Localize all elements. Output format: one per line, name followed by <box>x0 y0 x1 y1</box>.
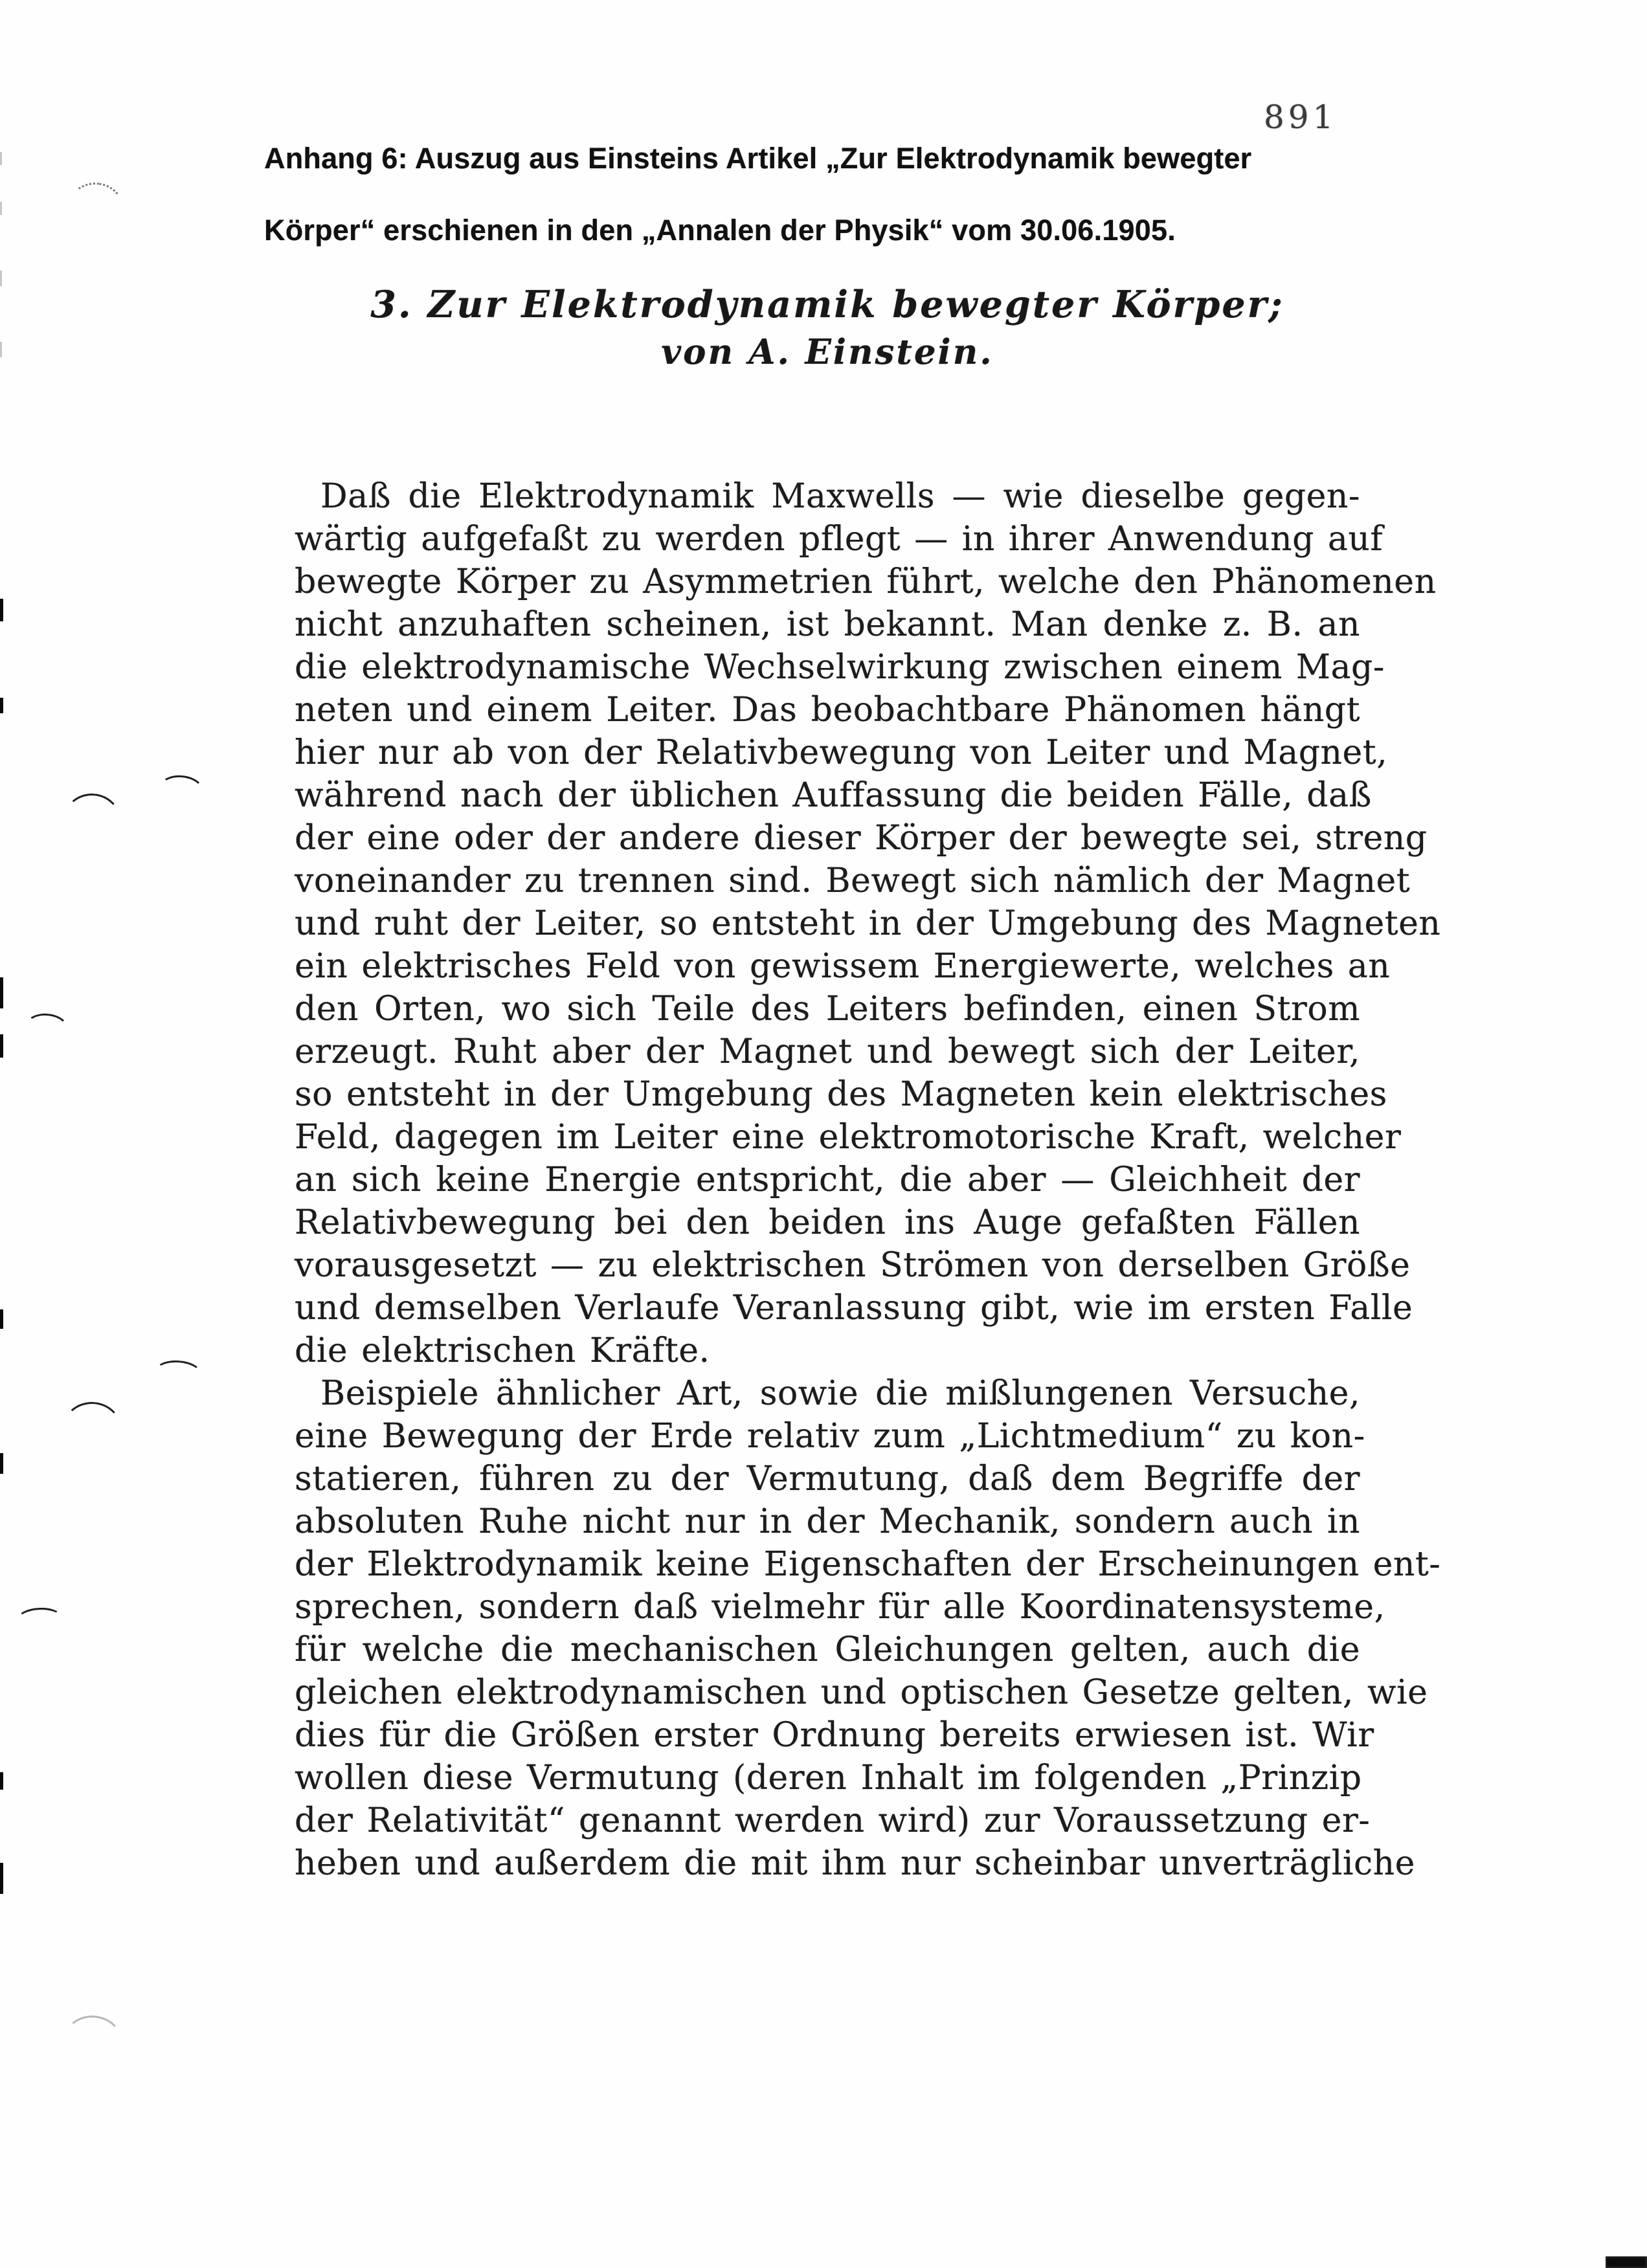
scan-arc-mark <box>23 1012 70 1045</box>
body-line: an sich keine Energie entspricht, die aber — Gleichheit der <box>295 1161 1360 1199</box>
body-line: heben und außerdem die mit ihm nur scheinbar unverträgliche <box>295 1844 1415 1883</box>
body-line: für welche die mechanischen Gleichungen gelten, auch die <box>295 1630 1360 1669</box>
body-line: nicht anzuhaften scheinen, ist bekannt. Man denke z. B. an <box>295 605 1360 644</box>
scan-edge-mark <box>0 698 3 713</box>
body-line: voneinander zu trennen sind. Bewegt sich nämlich der Magnet <box>295 862 1411 900</box>
body-line: ein elektrisches Feld von gewissem Energiewerte, welches an <box>295 947 1391 986</box>
body-line: bewegte Körper zu Asymmetrien führt, welche den Phänomenen <box>295 562 1437 601</box>
scan-arc-mark <box>60 2014 125 2073</box>
body-line: dies für die Größen erster Ordnung bereits erwiesen ist. Wir <box>295 1716 1374 1755</box>
body-line: Feld, dagegen im Leiter eine elektromotorische Kraft, welcher <box>295 1118 1402 1157</box>
body-line: Beispiele ähnlicher Art, sowie die mißlungenen Versuche, <box>320 1374 1360 1413</box>
body-line: neten und einem Leiter. Das beobachtbare Phänomen hängt <box>295 691 1360 729</box>
scan-edge-mark <box>0 1772 3 1790</box>
scan-edge-mark <box>0 1453 3 1474</box>
body-line: der eine oder der andere dieser Körper der bewegte sei, streng <box>295 819 1428 858</box>
scan-arc-mark <box>153 1359 203 1388</box>
body-line: eine Bewegung der Erde relativ zum „Lichtmedium“ zu kon- <box>295 1417 1365 1456</box>
body-line: wollen diese Vermutung (deren Inhalt im folgenden „Prinzip <box>295 1759 1362 1797</box>
page-number: 891 <box>1264 98 1338 136</box>
scan-edge-mark <box>0 271 2 286</box>
scan-corner-bar <box>1606 2256 1647 2268</box>
scan-edge-mark <box>0 1309 3 1329</box>
article-body <box>295 475 1441 1885</box>
body-line: die elektrischen Kräfte. <box>295 1331 710 1370</box>
scan-edge-mark <box>0 342 2 357</box>
article-title <box>295 280 1360 375</box>
scan-edge-mark <box>0 977 3 1008</box>
body-line: so entsteht in der Umgebung des Magneten kein elektrisches <box>295 1075 1387 1114</box>
scan-arc-mark <box>157 773 205 807</box>
scan-edge-mark <box>0 1034 3 1058</box>
body-line: der Elektrodynamik keine Eigenschaften der Erscheinungen ent- <box>295 1545 1441 1584</box>
article-author-line: von A. Einstein. <box>661 332 994 372</box>
body-line: der Relativität“ genannt werden wird) zur Voraussetzung er- <box>295 1801 1371 1840</box>
body-line: die elektrodynamische Wechselwirkung zwischen einem Mag- <box>295 648 1385 687</box>
body-line: wärtig aufgefaßt zu werden pflegt — in ihrer Anwendung auf <box>295 520 1384 559</box>
scan-arc-mark <box>16 1606 63 1631</box>
appendix-header-line-2: Körper“ erschienen in den „Annalen der Physik“ vom 30.06.1905. <box>264 214 1176 247</box>
scan-arc-mark <box>61 179 129 249</box>
body-line: absoluten Ruhe nicht nur in der Mechanik, sondern auch in <box>295 1502 1360 1541</box>
body-line: sprechen, sondern daß vielmehr für alle Koordinatensysteme, <box>295 1588 1385 1627</box>
scan-edge-mark <box>0 152 2 165</box>
body-line: erzeugt. Ruht aber der Magnet und bewegt sich der Leiter, <box>295 1032 1360 1071</box>
body-line: vorausgesetzt — zu elektrischen Strömen von derselben Größe <box>295 1246 1411 1285</box>
body-line: und demselben Verlaufe Veranlassung gibt, wie im ersten Falle <box>295 1289 1413 1328</box>
scan-edge-mark <box>0 599 3 621</box>
scan-arc-mark <box>60 1401 125 1465</box>
body-line: den Orten, wo sich Teile des Leiters befinden, einen Strom <box>295 990 1360 1028</box>
body-line: und ruht der Leiter, so entsteht in der Umgebung des Magneten <box>295 904 1441 943</box>
body-line: Daß die Elektrodynamik Maxwells — wie dieselbe gegen- <box>320 477 1360 516</box>
body-line: Relativbewegung bei den beiden ins Auge gefaßten Fällen <box>295 1203 1360 1242</box>
body-line: während nach der üblichen Auffassung die beiden Fälle, daß <box>295 776 1372 815</box>
appendix-header-line-1: Anhang 6: Auszug aus Einsteins Artikel „Zur Elektrodynamik bewegter <box>264 142 1252 175</box>
scan-arc-mark <box>60 792 124 854</box>
body-line: hier nur ab von der Relativbewegung von Leiter und Magnet, <box>295 733 1388 772</box>
body-line: gleichen elektrodynamischen und optischen Gesetze gelten, wie <box>295 1673 1428 1712</box>
body-line: statieren, führen zu der Vermutung, daß dem Begriffe der <box>295 1460 1360 1498</box>
scan-edge-mark <box>0 1863 3 1894</box>
scan-edge-mark <box>0 202 2 215</box>
article-title-line-1: 3. Zur Elektrodynamik bewegter Körper; <box>370 283 1284 326</box>
